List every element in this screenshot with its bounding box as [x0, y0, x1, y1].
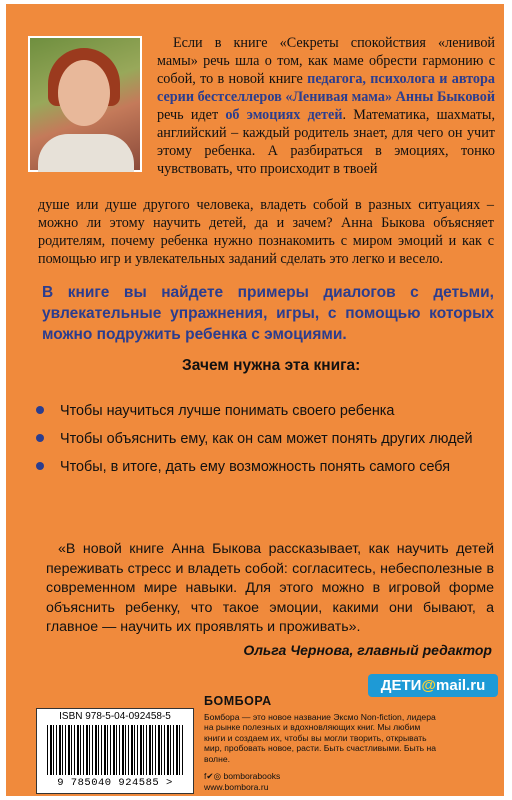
author-photo	[28, 36, 142, 172]
publisher-site: www.bombora.ru	[204, 782, 269, 792]
intro-text	[157, 34, 495, 178]
deti-mail-logo	[368, 674, 498, 697]
highlight-paragraph: В книге вы найдете примеры диалогов с детьми, увлекательные упражнения, игры, с помощью которых можно подружить ребенка с эмоциями.	[42, 284, 494, 343]
author-photo-face	[58, 60, 110, 126]
quote-signature: Ольга Чернова, главный редактор	[243, 642, 492, 658]
publisher-description: Бомбора — это новое название Эксмо Non-fiction, лидера на рынке полезных и вдохновляющих книг. Мы любим книги и создаем их, чтобы вы могли творить, открывать мир, пробовать новое, расти. Быть счастливыми. Быть на волне.	[204, 712, 437, 764]
bullet-dot-icon	[36, 406, 44, 414]
intro-end: . Математика, шахматы, английский – каждый родитель знает, для чего он учит этому ребенка. А разбираться в эмоциях, тонко чувствовать, что происходит в твоей	[157, 107, 495, 177]
barcode-icon	[47, 725, 183, 775]
deti-logo-at: @	[421, 677, 437, 694]
intro-author-highlight: педагога, психолога и автора серии бестселлеров «Ленивая мама» Анны Быковой	[157, 71, 495, 105]
intro-continuation: душе или душе другого человека, владеть собой в разных ситуациях – можно ли этому научить детей, да и зачем? Анна Быкова объясняет родителям, почему ребенка нужно познакомить с миром эмоций и как с помощью игр и увлекательных заданий сделать это легко и весело.	[38, 197, 494, 267]
publisher-social: f✔◎ bomborabooks	[204, 771, 281, 781]
author-photo-shirt	[38, 134, 134, 172]
why-list-item	[32, 458, 492, 477]
editor-quote: «В новой книге Анна Быкова рассказывает, как научить детей переживать стресс и владеть собой: согласитесь, небесполезные в современном мире навыки. Для этого можно в игровой форме объяснить ребенку, что такое эмоции, какими они бывают, а главное — научить их проявлять и проживать».	[46, 541, 494, 635]
why-item-text: Чтобы, в итоге, дать ему возможность понять самого себя	[60, 459, 451, 475]
why-title: Зачем нужна эта книга:	[182, 357, 361, 374]
intro-middle: речь идет	[157, 107, 226, 123]
why-list	[32, 402, 492, 486]
why-item-text: Чтобы объяснить ему, как он сам может понять других людей	[60, 431, 473, 447]
deti-logo-part2: mail.ru	[436, 677, 486, 694]
why-list-item	[32, 402, 492, 421]
deti-logo-part1: ДЕТИ	[380, 677, 422, 694]
intro-paragraph	[157, 34, 495, 178]
publisher-name: БОМБОРА	[204, 694, 272, 708]
isbn-label: ISBN 978-5-04-092458-5	[59, 711, 171, 722]
intro-topic-highlight: об эмоциях детей	[225, 107, 343, 123]
publisher-links	[204, 771, 280, 793]
bullet-dot-icon	[36, 462, 44, 470]
barcode-digits: 9 785040 924585 >	[57, 777, 173, 789]
bullet-dot-icon	[36, 434, 44, 442]
intro-start: Если в книге «Секреты спокойствия «ленивой мамы» речь шла о том, как маме обрести гармонию с собой, то в новой книге	[157, 35, 495, 87]
barcode-box	[36, 708, 194, 794]
why-list-item	[32, 430, 492, 449]
why-item-text: Чтобы научиться лучше понимать своего ребенка	[60, 403, 395, 419]
book-back-cover	[6, 4, 504, 796]
